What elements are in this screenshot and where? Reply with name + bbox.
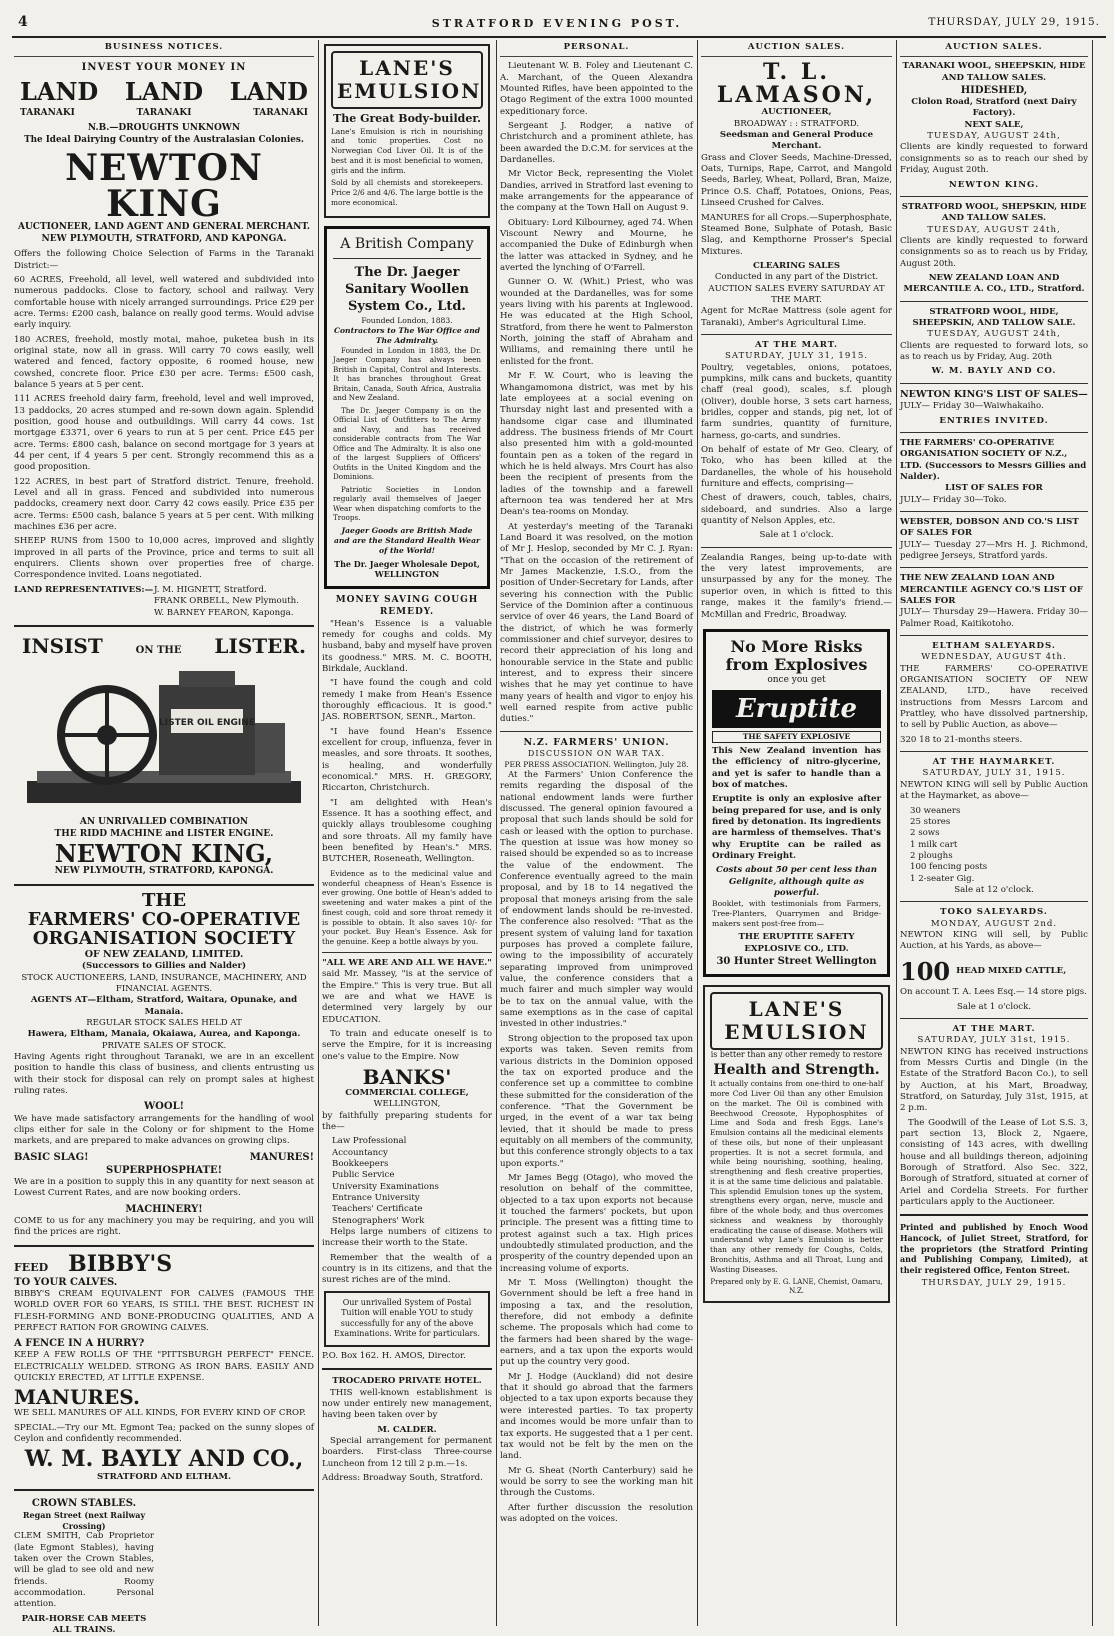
nzla-sig: NEW ZEALAND LOAN AND MERCANTILE A. CO., LTD., Stratford. <box>903 272 1085 295</box>
haymarket-date: SATURDAY, JULY 31, 1915. <box>922 768 1066 779</box>
trocadero-manager: M. CALDER. <box>377 1424 437 1435</box>
haymarket-heading: AT THE HAYMARKET. <box>932 757 1056 768</box>
lanes-tagline: is better than any other remedy to restore <box>710 1050 883 1060</box>
personal-item: Mr F. W. Court, who is leaving the Whangamomona district, was met by his late employees at a social evening on Thursday night last and presented with a handsome cigar case and illuminated address. The business friends of Mr Court also presented him with a gold-mounted fountain pen as a token of the regard in which he is held always. Mrs Court has also been the recipient of presents from the ladies of the township and a farewell afternoon tea was tendered her at Mrs Dean's tea-rooms on Monday. <box>500 371 693 518</box>
lot-item: 1 2-seater Gig. <box>910 873 975 884</box>
newspaper-title: STRATFORD EVENING POST. <box>431 17 683 30</box>
lamason-name: T. L. LAMASON, <box>716 59 877 109</box>
advert-column-2 <box>322 40 492 1626</box>
farmers-union-subheading: DISCUSSION ON WAR TAX. <box>527 749 666 759</box>
machinery-heading: MACHINERY! <box>125 1203 203 1215</box>
superphosphate-heading: SUPERPHOSPHATE! <box>106 1164 222 1176</box>
bibby-body: BIBBY'S CREAM EQUIVALENT FOR CALVES (FAMOUS THE WORLD OVER FOR 60 YEARS, IS STILL THE BEST. RICHEST IN FLESH-FORMING AND BONE-PRODUCING QUALITIES, AND A PERFECT RATION FOR GROWING CALVES. <box>14 1288 314 1333</box>
toko-body: NEWTON KING will sell, by Public Auction, at his Yards, as above— <box>900 929 1088 952</box>
personal-item: Mr Victor Beck, representing the Violet Dandies, arrived in Stratford last evening to make arrangements for the appearance of the company at the Town Hall on August 9. <box>500 169 693 214</box>
sale-time: Sale at 12 o'clock. <box>954 884 1034 895</box>
jaeger-body: Patriotic Societies in London regularly avail themselves of Jaeger Wear when dispatching comforts to the Troops. <box>333 484 481 523</box>
fco-list: LIST OF SALES FOR <box>945 483 1043 494</box>
lamason-clearing-heading: CLEARING SALES <box>752 260 841 271</box>
droughts-note: N.B.—DROUGHTS UNKNOWN <box>87 122 241 133</box>
crown-stables-address: Regan Street (next Railway Crossing) <box>22 1510 146 1531</box>
column-header: BUSINESS NOTICES. <box>14 40 314 57</box>
hideshed-address: Clolon Road, Stratford (next Dairy Factory). <box>911 97 1077 119</box>
lot-item: 25 stores <box>910 816 951 827</box>
lanes-emulsion-logo: LANE'S EMULSION <box>710 992 883 1050</box>
fco-nz: OF NEW ZEALAND, LIMITED. <box>84 948 244 960</box>
banks-body: Remember that the wealth of a country is in its citizens, and that the surest riches are of the mind. <box>322 1252 492 1286</box>
banks-postal-box <box>324 1291 490 1347</box>
nzla-item: JULY— Thursday 29—Hawera. Friday 30—Palmer Road, Kaitikotoho. <box>900 607 1088 629</box>
personal-item: Lieutenant W. B. Foley and Lieutenant C. A. Marchant, of the Queen Alexandra Mounted Rifles, have been appointed to the Otago Regiment of the extra 1000 mounted expeditionary force. <box>500 61 693 117</box>
mart-body: NEWTON KING has received instructions from Messrs Curtis and Dingle (in the Estate of the Stratford Bacon Co.), to sell by Auction, at his Mart, Broadway, Stratford, on Saturday, July 31st, 1915, at 2 p.m. <box>900 1046 1088 1114</box>
superphosphate-body: We are in a position to supply this in any quantity for next season at Lowest Current Rates, and are now booking orders. <box>14 1176 314 1199</box>
farmers-union-paragraph: Mr T. Moss (Wellington) thought the Government should be left a free hand in imposing a tax, and the resolution, therefore, did not embody a definite scheme. The proposals which had come to the farmers had been shared by the wage-earners, and a tax upon the exports would put up the country very good. <box>500 1278 693 1368</box>
lamason-body: Grass and Clover Seeds, Machine-Dressed, Oats, Turnips, Rape, Carrot, and Mangold Seeds, Barley, Wheat, Pollard, Bran, Maize, Prince O.S. Chaff, Potatoes, Onions, Peas, Linseed Crushed for Calves. <box>701 152 892 209</box>
lanes-footer: Prepared only by E. G. LANE, Chemist, Oamaru, N.Z. <box>710 1277 883 1295</box>
taranaki-word: TARANAKI <box>136 108 192 119</box>
eruptite-headline: No More Risks from Explosives <box>725 636 868 675</box>
eruptite-cost: Costs about 50 per cent less than Gelignite, although quite as powerful. <box>715 865 878 898</box>
column-header: PERSONAL. <box>500 40 693 57</box>
eltham-item: 320 18 to 21-months steers. <box>900 734 1023 745</box>
banks-body: Helps large numbers of citizens to increase their worth to the State. <box>322 1227 492 1249</box>
haymarket-list <box>900 806 1088 885</box>
farm-listing: 180 ACRES, freehold, mostly motai, mahoe, puketea bush in its original state, now all in grass. Will carry 70 cows easily, well watered and fenced, factory opposite, 6 roomed house, new cowshed, concrete floor. Price £30 per acre. Terms: £500 cash, balance 5 years at 5 per cent. <box>14 334 314 390</box>
personal-item: At yesterday's meeting of the Taranaki Land Board it was resolved, on the motion of Mr J. Heslop, seconded by Mr C. J. Ryan: "That on the occasion of the retirement of Mr James Mackenzie, I.S.O., from the position of Under-Secretary for Lands, after severing his connection with the Public Service of the Dominion after a continuous service of over 46 years, the Land Board of the district, of which he was formerly commissioner and chief surveyor, desires to record their appreciation of his long and honourable service in the State and public interest, and to express their sincere wishes that he may yet continue to have many years of health and vigor to enjoy his well earned respite from active public duties." <box>500 521 693 725</box>
stratford-wool-heading: STRATFORD WOOL, SHEPSKIN, HIDE AND TALLOW SALES. <box>901 201 1087 224</box>
on-the-words: ON THE <box>135 644 182 656</box>
lanes-emulsion-logo: LANE'S EMULSION <box>331 51 483 109</box>
rep-name: FRANK ORBELL, New Plymouth. <box>154 596 299 607</box>
banks-city: WELLINGTON, <box>373 1099 441 1110</box>
lanes-body: It actually contains from one-third to one-half more Cod Liver Oil than any other Emulsion on the market. The Oil is combined with Beechwood Creosote, Hypophosphites of Lime and Soda and fresh Eggs. Lane's Emulsion contains all the medicinal elements of these oils, but none of their unpleasant properties. It is not a secret formula, and while being nourishing, soothing, healing, strengthening and flesh creative properties, it is at the same time delicious and palatable. This splendid Emulsion tones up the system, strengthens every organ, nerve, muscle and fibre of the whole body, and thus overcomes sickness and weakness by thoroughly eradicating the cause of disease. Mothers will understand why Lane's Emulsion is better than any other remedy for Coughs, Colds, Bronchitis, Asthma and all Throat, Lung and Wasting Diseases. <box>710 1079 883 1274</box>
business-notices-column <box>14 40 314 1635</box>
hideshed: HIDESHED, <box>960 84 1028 96</box>
hean-testimonial: "I have found the cough and cold remedy I make from Hean's Essence thoroughly efficacious. It is good." JAS. ROBERTSON, SENR., Marton. <box>322 678 492 723</box>
cattle-label: HEAD MIXED CATTLE, <box>956 965 1067 976</box>
column-divider <box>318 40 319 1626</box>
farmers-union-paragraph: Strong objection to the proposed tax upon exports was taken. Seven remits from various districts in the Dominion opposed the tax on exported produce and the conference set up a committee to combine these submitted for the consideration of the conference. "That the Government be urged, in the event of a war tax being levied, that it should be made to press equitably on all members of the community, but this conference strongly objects to a tax upon exports." <box>500 1033 693 1169</box>
sale-date: TUESDAY, AUGUST 24th, <box>927 329 1061 340</box>
hean-heading: MONEY SAVING COUGH REMEDY. <box>335 594 479 617</box>
invest-heading: INVEST YOUR MONEY IN <box>81 62 247 74</box>
eruptite-logo: Eruptite <box>712 690 881 728</box>
auction-column-6 <box>900 40 1088 1626</box>
haymarket-body: NEWTON KING will sell by Public Auction at the Haymarket, as above— <box>900 779 1088 802</box>
insist-word: INSIST <box>22 633 103 658</box>
farm-listing: 111 ACRES freehold dairy farm, freehold, level and well improved, 13 paddocks, 20 acres stumped and re-sown down again. Splendid position, good house and outbuildings. Will carry 44 cows. 1st mortgage £3371, over 6 years to run at 5 per cent. Price £45 per acre. Terms: £800 cash, balance on second mortgage for 3 years at 44 per cent, if 4 years 5 per cent. Strongly recommend this as a good proposition. <box>14 394 314 473</box>
exam-item: Teachers' Certificate <box>332 1204 423 1215</box>
farm-listing: 60 ACRES, Freehold, all level, well watered and subdivided into numerous paddocks. Close to factory, school and railway. Very comfortable house with nicely arranged surroundings. Price £29 per acre. Terms: £200 cash, balance on really good terms. Would advise early inquiry. <box>14 274 314 331</box>
all-we-body: To train and educate oneself is to serve the Empire, for it is increasing one's value to the Empire. Now <box>322 1028 492 1062</box>
bayly-logo: W. M. BAYLY AND CO., <box>24 1446 304 1473</box>
combination-line: AN UNRIVALLED COMBINATION <box>79 817 249 828</box>
slag-manures-row <box>14 1151 314 1164</box>
land-word: LAND <box>229 77 308 107</box>
personal-item: Sergeant J. Rodger, a native of Christchurch and a prominent athlete, has been awarded the D.C.M. for services at the Dardanelles. <box>500 120 693 165</box>
banks-intro: by faithfully preparing students for the— <box>322 1110 492 1132</box>
newton-king-logo: NEWTON KING, <box>54 838 274 868</box>
wool-heading: WOOL! <box>143 1101 185 1113</box>
taranaki-row <box>20 108 308 120</box>
eruptite-body: This New Zealand invention has the efficiency of nitro-glycerine, and yet is safer to handle than a box of matches. <box>712 745 881 790</box>
lister-engine-illustration <box>19 663 309 813</box>
fco-name: FARMERS' CO-OPERATIVE ORGANISATION SOCIETY <box>27 908 301 949</box>
webster-item: JULY— Tuesday 27—Mrs H. J. Richmond, pedigree Jerseys, Stratford yards. <box>900 539 1088 561</box>
lanes-emulsion-ad <box>324 44 490 218</box>
sale-date: TUESDAY, AUGUST 24th, <box>927 224 1061 235</box>
mart-body: On behalf of estate of Mr Geo. Cleary, of Toko, who has been killed at the Dardanelles, the whole of his household furniture and effects, comprising— <box>701 445 892 490</box>
banks-postal: Our unrivalled System of Postal Tuition will enable YOU to study successfully for any of the above Examinations. Write for particulars. <box>334 1297 480 1339</box>
lot-item: 2 ploughs <box>910 850 953 861</box>
wool-body: We have made satisfactory arrangements for the handling of wool clips either for sale in the Colony or for shipment to the Home markets, and are prepared to make advances on growing clips. <box>14 1113 314 1147</box>
taranaki-wool-heading: TARANAKI WOOL, SHEEPSKIN, HIDE AND TALLOW SALES. <box>902 61 1086 83</box>
fence-body: KEEP A FEW ROLLS OF THE "PITTSBURGH PERFECT" FENCE. ELECTRICALLY WELDED. STRONG AS IRON BARS. EASILY AND QUICKLY ERECTED, AT LITTLE EXPENSE. <box>14 1350 314 1384</box>
exam-item: Bookkeepers <box>332 1159 389 1170</box>
land-word: LAND <box>20 77 99 107</box>
trocadero-address: Address: Broadway South, Stratford. <box>322 1473 483 1484</box>
farmers-union-paragraph: After further discussion the resolution was adopted on the voices. <box>500 1502 693 1524</box>
nk-sales-item: JULY— Friday 30—Waiwhakaiho. <box>900 401 1044 412</box>
engine-label: LISTER OIL ENGINE <box>159 718 255 729</box>
toko-cattle <box>900 956 1088 988</box>
taranaki-word: TARANAKI <box>20 108 75 119</box>
cattle-count: 100 <box>900 956 951 986</box>
crown-stables-heading: CROWN STABLES. <box>31 1497 137 1509</box>
imprint: Printed and published by Enoch Wood Hancock, of Juliet Street, Stratford, for the proprietors (the Stratford Printing and Publishing Company, Limited), at their registered Office, Fenton Street. <box>900 1222 1088 1275</box>
eruptite-ad <box>703 629 890 977</box>
to-your-calves: TO YOUR CALVES. <box>14 1276 118 1288</box>
clients-notice: Clients are kindly requested to forward consignments so as to reach our shed by Friday, August 20th. <box>900 142 1088 176</box>
pair-horse-cab: PAIR-HORSE CAB MEETS ALL TRAINS. <box>21 1613 147 1635</box>
taranaki-word: TARANAKI <box>253 108 308 119</box>
manures-heading: MANURES! <box>249 1151 314 1163</box>
farmers-union-dateline: PER PRESS ASSOCIATION. Wellington, July 28. <box>504 759 689 769</box>
bayly-towns: STRATFORD AND ELTHAM. <box>96 1471 232 1482</box>
fco-the: THE <box>141 890 187 912</box>
newton-king-sig: NEWTON KING. <box>948 179 1040 190</box>
lamason-clearing-body: Conducted in any part of the District. AUCTION SALES EVERY SATURDAY AT THE MART. <box>708 272 885 305</box>
eltham-body: THE FARMERS' CO-OPERATIVE ORGANISATION SOCIETY OF NEW ZEALAND, LTD., have received instructions from Messrs Larcom and Prattley, who have dissolved partnership, to sell by Public Auction, as above— <box>900 663 1088 731</box>
lamason-manures: MANURES for all Crops.—Superphosphate, Steamed Bone, Sulphate of Potash, Basic Slag, and Kempthorne Prosser's Special Mixtures. <box>701 212 892 257</box>
farmers-union-paragraph: At the Farmers' Union Conference the remits regarding the disposal of the national endowment lands were further discussed. The general opinion favoured a proposal that such lands should be sold for cash or leased with the option to purchase. The question at issue was how money so raised should be expended so as to increase the value of the endowment. The Conference eventually agreed to the main proposal, and by 18 to 14 negatived the proposal that moneys arising from the sale of endowment lands should be re-invested. The conference also resolved: "That as the present system of valuing land for taxation purposes has proved a complete failure, owing to the impossibility of accurately separating improved from unimproved value, the conference considers that a much fairer and much simpler way would be to tax on the annual value, with the same exemptions as in the case of capital invested in other industries." <box>500 769 693 1030</box>
banks-college: COMMERCIAL COLLEGE, <box>345 1087 469 1098</box>
manures-body: WE SELL MANURES OF ALL KINDS, FOR EVERY KIND OF CROP. <box>14 1408 306 1419</box>
jaeger-body: The Dr. Jaeger Company is on the Official List of Outfitters to The Army and Navy, and has received considerable contracts from The War Office and The Admiralty. It is also one of the largest Suppliers of Officers' Outfits in the United Kingdom and the Dominions. <box>333 405 481 482</box>
bayly-sig: W. M. BAYLY AND CO. <box>931 366 1057 377</box>
all-we-body: said Mr. Massey, "is at the service of the Empire." This is very true. But all we are and what we HAVE is determined very largely by our EDUCATION. <box>322 969 492 1025</box>
all-we-heading: "ALL WE ARE AND ALL WE HAVE." <box>322 957 492 968</box>
nk-sales-heading: NEWTON KING'S LIST OF SALES— <box>900 388 1088 400</box>
eltham-heading: ELTHAM SALEYARDS. <box>932 641 1056 652</box>
mart-body: The Goodwill of the Lease of Lot S.S. 3, part section 13, Block 2, Ngaere, consisting of 143 acres, with dwelling house and all buildings thereon, adjoining Borough of Stratford. Also Sec. 322, Borough of Stratford, situated at corner of Ariel and Cordelia Streets. For further particulars apply to the Auctioneer. <box>900 1117 1088 1208</box>
rep-name: J. M. HIGNETT, Stratford. <box>154 584 267 595</box>
eruptite-company: THE ERUPTITE SAFETY EXPLOSIVE CO., LTD. <box>738 932 855 954</box>
hean-evidence: Evidence as to the medicinal value and wonderful cheapness of Hean's Essence is ever growing. One bottle of Hean's added to sweetening and water makes a pint of the finest cough, cold and sore throat remedy it is possible to obtain. It also saves 10/- for your pocket. Buy Hean's Essence. Ask for the genuine. Keep a bottle always by you. <box>322 868 492 947</box>
jaeger-contractors: Contractors to The War Office and The Admiralty. <box>333 325 481 345</box>
clients-notice: Clients are requested to forward lots, so as to reach us by Friday, Aug. 20th <box>900 340 1088 362</box>
hean-testimonial: "I am delighted with Hean's Essence. It has a soothing effect, and quickly allays troublesome coughing and sore throats. All my family have been benefited by Hean's." MRS. BUTCHER, Roseneath, Wellington. <box>322 797 492 865</box>
jaeger-ad <box>324 226 490 589</box>
fco-successors: (Successors to Gillies and Nalder) <box>81 961 247 972</box>
reps-label: LAND REPRESENTATIVES:— <box>14 584 154 595</box>
lamason-address: BROADWAY : : STRATFORD. <box>733 118 860 129</box>
eruptite-tag: THE SAFETY EXPLOSIVE <box>712 731 881 743</box>
imprint-date: THURSDAY, JULY 29, 1915. <box>921 1278 1067 1289</box>
crown-stables-body: CLEM SMITH, Cab Proprietor (late Egmont Stables), having taken over the Crown Stables, will be glad to see old and new friends. Roomy accommodation. Personal attention. <box>14 1531 154 1610</box>
fco-private-sales: PRIVATE SALES OF STOCK. <box>101 1040 227 1051</box>
farm-listing: 122 ACRES, in best part of Stratford district. Tenure, freehold. Level and all in grass. Fenced and subdivided into numerous paddocks, creamery next door. Carry 42 cows easily. Price £35 per acre. Terms: £500 cash, balance 5 years at 5 per cent. With milking machines £36 per acre. <box>14 476 314 533</box>
column-divider <box>896 40 897 1626</box>
land-heading <box>20 76 308 108</box>
basic-slag-heading: BASIC SLAG! <box>14 1151 89 1163</box>
newton-king-logo: NEWTON KING <box>65 147 263 226</box>
fco-agents-at: AGENTS AT—Eltham, Stratford, Waitara, Opunake, and Manaia. <box>30 995 298 1017</box>
farmers-union-paragraph: Mr J. Hodge (Auckland) did not desire that it should go abroad that the farmers objected to a tax upon exports because they were interested parties. To tax property and incomes would be more unfair than to tax exports. He suggested that a 1 per cent. tax would not be felt by the men on the land. <box>500 1371 693 1462</box>
ridd-line: THE RIDD MACHINE and LISTER ENGINE. <box>54 829 274 840</box>
mart-date: SATURDAY, JULY 31, 1915. <box>724 351 869 362</box>
sale-time: Sale at 1 o'clock. <box>759 530 834 541</box>
mart-heading: AT THE MART. <box>952 1023 1036 1034</box>
toko-date: MONDAY, AUGUST 2nd. <box>930 918 1058 929</box>
lanes-body: Lane's Emulsion is rich in nourishing and tonic properties. Cost no Norwegian Cod Liver Oil. It is of the best and it is most beneficial to women, girls and the infirm. <box>331 126 483 175</box>
auction-column-4 <box>701 40 892 1626</box>
banks-exam-list <box>322 1136 492 1227</box>
mart-body: Poultry, vegetables, onions, potatoes, pumpkins, milk cans and buckets, quantity chaff (real good), scales, s.f. plough (Oliver), double horse, 3 sets cart harness, bridles, copper and stands, pig net, lot of farm sundries, quantity of furniture, harness, go-carts, and sundries. <box>701 362 892 441</box>
column-divider <box>496 40 497 1626</box>
toko-account: On account T. A. Lees Esq.— 14 store pigs. <box>900 987 1087 998</box>
toko-heading: TOKO SALEYARDS. <box>940 907 1048 918</box>
column-divider <box>697 40 698 1626</box>
masthead <box>0 14 1114 36</box>
mart-heading: AT THE MART. <box>754 339 839 350</box>
masthead-rule <box>12 36 1106 38</box>
exam-item: Accountancy <box>332 1147 388 1158</box>
lamason-role: AUCTIONEER, <box>761 107 832 118</box>
hean-testimonial: "Hean's Essence is a valuable remedy for coughs and colds. My husband, baby and myself have proven its goodness." MRS. M. C. BOOTH, Birkdale, Auckland. <box>322 618 492 674</box>
column-divider <box>1092 40 1093 1626</box>
farm-listing: SHEEP RUNS from 1500 to 10,000 acres, improved and slightly improved in all parts of the Province, price and terms to suit all enquirers. Clients shown over properties free of charge. Correspondence invited. Loans negotiated. <box>14 536 314 581</box>
trocadero-body: THIS well-known establishment is now under entirely new management, having been taken over by <box>322 1387 492 1421</box>
farmers-union-paragraph: Mr G. Sheat (North Canterbury) said he would be sorry to see the working man hit through the Customs. <box>500 1465 693 1499</box>
bibbys-heading <box>14 1250 314 1277</box>
land-word: LAND <box>124 77 204 107</box>
column-header: AUCTION SALES. <box>701 40 892 57</box>
entries-invited: ENTRIES INVITED. <box>939 415 1049 426</box>
sale-time: Sale at 1 o'clock. <box>956 1001 1032 1012</box>
bibbys-word: BIBBY'S <box>68 1250 173 1277</box>
newton-king-towns: NEW PLYMOUTH, STRATFORD, AND KAPONGA. <box>41 234 287 245</box>
fco-agents: STOCK AUCTIONEERS, LAND, INSURANCE, MACHINERY, AND FINANCIAL AGENTS. <box>21 972 307 994</box>
column-header: AUCTION SALES. <box>900 40 1088 57</box>
lot-item: 1 milk cart <box>910 839 958 850</box>
jaeger-founded: Founded London, 1883. <box>361 315 453 325</box>
fco-body: Having Agents right throughout Taranaki, we are in an excellent position to handle this class of business, and clients entrusting us with their stock for disposal can rely on prompt sales at highest ruling rates. <box>14 1052 314 1097</box>
special-tea: SPECIAL.—Try our Mt. Egmont Tea; packed on the sunny slopes of Ceylon and confidently recommended. <box>14 1422 314 1445</box>
jaeger-company-name: The Dr. Jaeger Sanitary Woollen System Co., Ltd. <box>344 265 470 315</box>
mart-date: SATURDAY, JULY 31st, 1915. <box>917 1035 1071 1046</box>
mart-body: Chest of drawers, couch, tables, chairs, sideboard, and sundries. Also a large quantity of Nelson Apples, etc. <box>701 493 892 527</box>
land-representatives <box>14 585 314 619</box>
sale-date: TUESDAY, AUGUST 24th, <box>927 131 1061 142</box>
farmers-union-heading: N.Z. FARMERS' UNION. <box>523 736 670 748</box>
jaeger-depot: The Dr. Jaeger Wholesale Depot, WELLINGTON <box>334 558 480 580</box>
fco-heading: THE FARMERS' CO-OPERATIVE ORGANISATION SOCIETY OF N.Z., LTD. (Successors to Messrs Gillies and Nalder). <box>900 437 1087 482</box>
exam-item: Law Professional <box>332 1136 407 1147</box>
lanes-price: Sold by all chemists and storekeepers. Price 2/6 and 4/6. The large bottle is the more economical. <box>331 178 483 207</box>
eruptite-subheadline: once you get <box>767 674 826 685</box>
hean-testimonial: "I have found Hean's Essence excellent for croup, influenza, fever in measles, and sore throats. It soothes, is healing, and wonderfully economical." MRS. H. GREGORY, Riccarton, Christchurch. <box>322 726 492 794</box>
personal-column <box>500 40 693 1626</box>
lister-word: LISTER. <box>214 633 306 658</box>
eruptite-address: 30 Hunter Street Wellington <box>716 956 877 968</box>
eltham-date: WEDNESDAY, AUGUST 4th. <box>921 652 1067 663</box>
dairying-note: The Ideal Dairying Country of the Australasian Colonies. <box>24 134 304 145</box>
eruptite-body: Eruptite is only an explosive after being prepared for use, and is only fired by detonation. Its ingredients are harmless of themselves. That's why Eruptite can be railed as Ordinary Freight. <box>712 794 881 861</box>
lamason-agent: Agent for McRae Mattress (sole agent for Taranaki), Amber's Agricultural Lime. <box>701 306 892 328</box>
machinery-body: COME to us for any machinery you may be requiring, and you will find the prices are right. <box>14 1215 314 1238</box>
personal-item: Gunner O. W. (Whit.) Priest, who was wounded at the Dardanelles, was for some years living with his parents at Inglewood. He was educated at the High School, Stratford, from there he went to Palmerston North, joining the staff of Abraham and Williams, and remaining there until he enlisted for the front. <box>500 277 693 367</box>
stratford-wool-heading: STRATFORD WOOL, HIDE, SHEEPSKIN, AND TALLOW SALE. <box>912 306 1076 328</box>
banks-heading: BANKS' <box>362 1064 452 1089</box>
rep-name: W. BARNEY FEARON, Kaponga. <box>154 607 294 618</box>
offers-intro: Offers the following Choice Selection of Farms in the Taranaki District:— <box>14 249 314 271</box>
lot-item: 2 sows <box>910 828 940 839</box>
issue-date: THURSDAY, JULY 29, 1915. <box>928 16 1100 28</box>
trocadero-body: Special arrangement for permanent boarders. First-class Three-course Luncheon from 12 till 2 p.m.—1s. <box>322 1436 492 1469</box>
lamason-merchant: Seedsman and General Produce Merchant. <box>719 130 874 152</box>
fence-heading: A FENCE IN A HURRY? <box>14 1338 145 1350</box>
zealandia-notice: Zealandia Ranges, being up-to-date with the very latest improvements, are unsurpassed by any for the money. The superior oven, in which is fitted to this range, makes it the family's friend.—McMillan and Fredric, Broadway. <box>701 552 892 620</box>
lanes-emulsion-ad-2 <box>703 985 890 1303</box>
jaeger-british: A British Company <box>340 235 474 252</box>
lot-item: 30 weaners <box>910 805 961 816</box>
newton-king-role: AUCTIONEER, LAND AGENT AND GENERAL MERCHANT. <box>17 222 311 233</box>
next-sale: NEXT SALE, <box>964 119 1024 130</box>
nzla-heading: THE NEW ZEALAND LOAN AND MERCANTILE AGENCY CO.'S LIST OF SALES FOR <box>900 573 1083 606</box>
lanes-tagline: The Great Body-builder. <box>333 112 481 125</box>
webster-heading: WEBSTER, DOBSON AND CO.'S LIST OF SALES FOR <box>900 516 1079 539</box>
exam-item: Stenographers' Work <box>332 1215 425 1226</box>
farmers-union-paragraph: Mr James Begg (Otago), who moved the resolution on behalf of the committee, objected to a tax upon exports not because it touched the farmers' pockets, but upon principle. The present was a fitting time to protest against such a tax. High prices undoubtedly stimulated production, and the prosperity of the country depended upon an increasing volume of exports. <box>500 1172 693 1274</box>
eruptite-booklet: Booklet, with testimonials from Farmers, Tree-Planters, Quarrymen and Bridge-makers sent post-free from— <box>712 899 881 929</box>
clients-notice: Clients are kindly requested to forward consignments so as to reach us by Friday, August 20th. <box>900 235 1088 269</box>
page-number: 4 <box>18 14 31 30</box>
exam-item: Entrance University <box>332 1193 420 1204</box>
exam-item: University Examinations <box>332 1181 439 1192</box>
personal-item: Obituary: Lord Kilbourney, aged 74. When Viscount Newry and Mourne, he accompanied the Duke of Edinburgh when the latter was attacked in Sydney, and he averted the lynching of O'Farrell. <box>500 217 693 274</box>
trocadero-heading: TROCADERO PRIVATE HOTEL. <box>332 1376 482 1387</box>
feed-word: FEED <box>14 1260 49 1274</box>
fco-item: JULY— Friday 30—Toko. <box>900 494 1007 505</box>
fco-places: Hawera, Eltham, Manaia, Okaiawa, Aurea, and Kaponga. <box>27 1029 301 1040</box>
insist-heading <box>14 633 314 659</box>
newton-king-towns: NEW PLYMOUTH, STRATFORD, KAPONGA. <box>54 866 274 877</box>
lanes-health: Health and Strength. <box>713 1061 880 1078</box>
banks-signature: P.O. Box 162. H. AMOS, Director. <box>322 1350 466 1361</box>
exam-item: Public Service <box>332 1170 395 1181</box>
fco-regular-sales: REGULAR STOCK SALES HELD AT <box>86 1017 242 1028</box>
jaeger-body: Founded in London in 1883, the Dr. Jaeger Company has always been British in Capital, Control and Interests. It has branches throughout Great Britain, Canada, South Africa, Australia and New Zealand. <box>333 345 481 403</box>
lot-item: 100 fencing posts <box>910 862 988 873</box>
manures-big-heading: MANURES. <box>14 1385 140 1410</box>
jaeger-goods: Jaeger Goods are British Made and are the Standard Health Wear of the World! <box>333 525 481 555</box>
